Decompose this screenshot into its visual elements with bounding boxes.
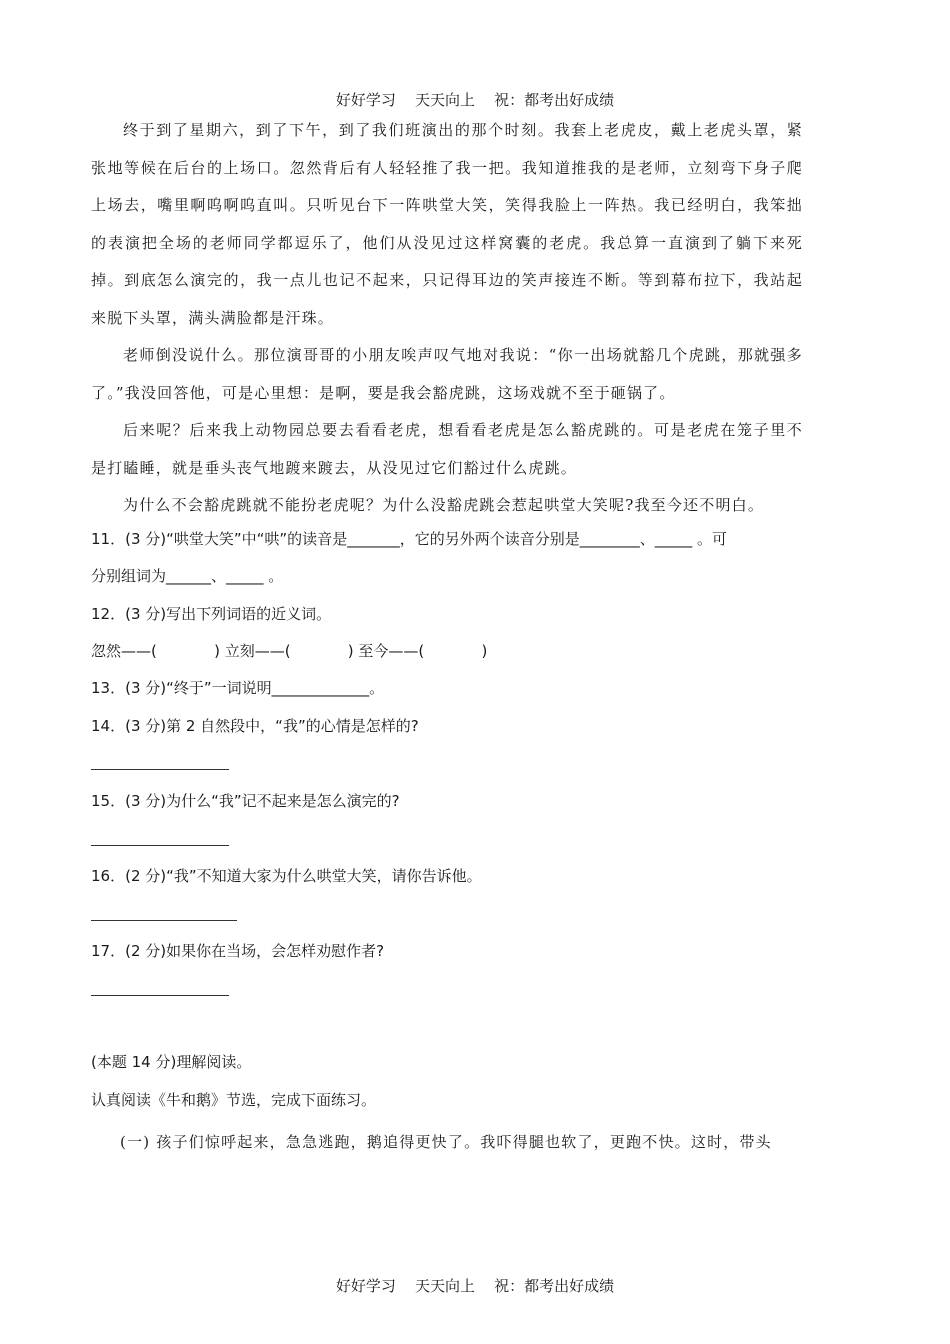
page-header: 好好学习 天天向上 祝：都考出好成绩 [335, 91, 615, 109]
question-14: 14．(3 分)第 2 自然段中，“我”的心情是怎样的? [91, 717, 419, 735]
passage-paragraph-2 [91, 337, 803, 412]
section-heading: (本题 14 分)理解阅读。 [91, 1053, 252, 1071]
passage-paragraph-1 [91, 112, 803, 337]
question-16: 16．(2 分)“我”不知道大家为什么哄堂大笑，请你告诉他。 [91, 867, 482, 885]
question-17: 17．(2 分)如果你在当场，会怎样劝慰作者? [91, 942, 385, 960]
paragraph-text: 终于到了星期六，到了下午，到了我们班演出的那个时刻。我套上老虎皮，戴上老虎头罩，紧张地等候在后台的上场口。忽然背后有人轻轻推了我一把。我知道推我的是老师，立刻弯下身子爬上场去，嘴里啊呜啊呜直叫。只听见台下一阵哄堂大笑，笑得我脸上一阵热。我已经明白，我笨拙的表演把全场的老师同学都逗乐了，他们从没见过这样窝囊的老虎。我总算一直演到了躺下来死掉。到底怎么演完的，我一点儿也记不起来，只记得耳边的笑声接连不断。等到幕布拉下，我站起来脱下头罩，满头满脸都是汗珠。 [91, 121, 803, 327]
question-11-line-2: 分别组词为______、_____ 。 [91, 567, 284, 585]
passage-paragraph-3 [91, 412, 803, 487]
section-passage-start: (一) 孩子们惊呼起来，急急逃跑，鹅追得更快了。我吓得腿也软了，更跑不快。这时，带头 [120, 1133, 772, 1151]
question-12-items: 忽然——( ) 立刻——( ) 至今——( ) [91, 642, 488, 660]
question-11-line-1: 11．(3 分)“哄堂大笑”中“哄”的读音是_______，它的另外两个读音分别是________、_____ 。可 [91, 530, 727, 548]
page-footer: 好好学习 天天向上 祝：都考出好成绩 [335, 1277, 615, 1295]
paragraph-text: 后来呢？后来我上动物园总要去看看老虎，想看看老虎是怎么豁虎跳的。可是老虎在笼子里不是打瞌睡，就是垂头丧气地踱来踱去，从没见过它们豁过什么虎跳。 [91, 421, 803, 477]
answer-line-14 [91, 769, 229, 771]
question-15: 15．(3 分)为什么“我”记不起来是怎么演完的? [91, 792, 400, 810]
question-13: 13．(3 分)“终于”一词说明_____________。 [91, 679, 385, 697]
passage-paragraph-4 [91, 487, 803, 525]
question-12: 12．(3 分)写出下列词语的近义词。 [91, 605, 332, 623]
answer-line-16 [91, 920, 237, 922]
paragraph-text: 老师倒没说什么。那位演哥哥的小朋友唉声叹气地对我说：“你一出场就豁几个虎跳，那就强多了。”我没回答他，可是心里想：是啊，要是我会豁虎跳，这场戏就不至于砸锅了。 [91, 346, 803, 402]
section-instruction: 认真阅读《牛和鹅》节选，完成下面练习。 [91, 1091, 377, 1109]
paragraph-text: 为什么不会豁虎跳就不能扮老虎呢？为什么没豁虎跳会惹起哄堂大笑呢?我至今还不明白。 [123, 496, 765, 514]
answer-line-17 [91, 995, 229, 997]
answer-line-15 [91, 845, 229, 847]
